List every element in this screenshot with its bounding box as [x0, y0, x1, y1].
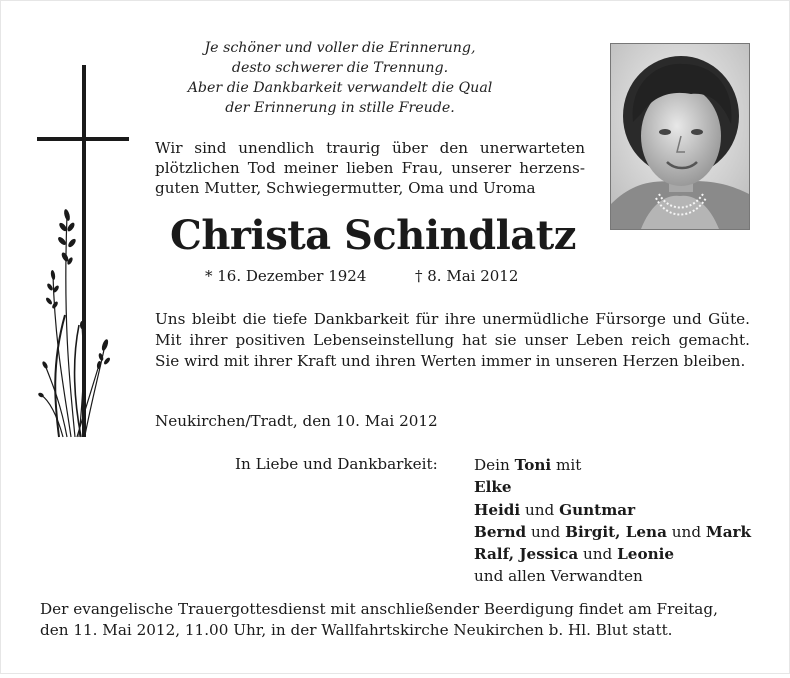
signer-name: Guntmar — [559, 500, 636, 519]
signer-text: und — [578, 545, 618, 564]
signer-name: Bernd — [474, 522, 527, 541]
signer-line — [474, 521, 751, 543]
poem-line: desto schwerer die Trennung. — [231, 60, 449, 76]
place-date: Neukirchen/Tradt, den 10. Mai 2012 — [155, 412, 438, 430]
signer-separator: , — [615, 522, 626, 541]
signer-text: mit — [551, 456, 582, 474]
portrait-illustration — [611, 44, 749, 229]
signer-text: Dein — [474, 456, 515, 474]
signer-name: Ralf — [474, 545, 509, 564]
signer-text: und — [666, 522, 706, 541]
closing-label: In Liebe und Dankbarkeit: — [235, 455, 438, 473]
signer-text: und — [526, 522, 566, 541]
signer-name: Heidi — [474, 500, 521, 519]
signer-name: Birgit — [565, 522, 616, 541]
intro-line: Wir sind unendlich traurig über den unerwarteten — [155, 139, 585, 157]
funeral-notice — [40, 599, 752, 641]
intro-line: plötzlichen Tod meiner lieben Frau, unserer herzens- — [155, 159, 585, 177]
portrait-photo — [610, 43, 750, 230]
signer-line — [474, 543, 751, 565]
poem-line: Aber die Dankbarkeit verwandelt die Qual — [187, 80, 493, 96]
poem — [150, 38, 530, 118]
signer-line — [474, 454, 751, 476]
funeral-line: den 11. Mai 2012, 11.00 Uhr, in der Wallfahrtskirche Neukirchen b. Hl. Blut statt. — [40, 621, 673, 639]
signer-line: und allen Verwandten — [474, 567, 643, 586]
poem-line: der Erinnerung in stille Freude. — [225, 100, 455, 116]
signer-name: Leonie — [617, 545, 675, 564]
signer-line — [474, 476, 751, 498]
birth-date: * 16. Dezember 1924 — [205, 267, 367, 285]
intro-text — [155, 138, 585, 198]
poem-line: Je schöner und voller die Erinnerung, — [204, 40, 476, 56]
signer-name: Lena — [625, 522, 667, 541]
signer-text: und — [520, 500, 560, 519]
death-date: † 8. Mai 2012 — [415, 267, 519, 285]
intro-line: guten Mutter, Schwiegermutter, Oma und Uroma — [155, 179, 536, 197]
deceased-name: Christa Schindlatz — [170, 212, 576, 259]
funeral-line: Der evangelische Trauergottesdienst mit anschließender Beerdigung findet am Freitag, — [40, 600, 718, 618]
signer-name: Toni — [514, 456, 552, 474]
thanks-paragraph: Uns bleibt die tiefe Dankbarkeit für ihre unermüdliche Fürsorge und Güte. Mit ihrer positiven Lebenseinstellung hat sie unser Leben reich gemacht. Sie wird mit ihrer Kraft und ihren Werten immer in unseren Herzen bleiben. — [155, 310, 750, 370]
signer-name: Jessica — [519, 545, 579, 564]
signer-line — [474, 499, 751, 521]
signer-name: Elke — [474, 478, 512, 497]
signer-name: Mark — [705, 522, 752, 541]
signers-list — [474, 454, 751, 588]
signer-separator: , — [508, 545, 520, 564]
cross-with-grass-icon — [35, 65, 135, 440]
